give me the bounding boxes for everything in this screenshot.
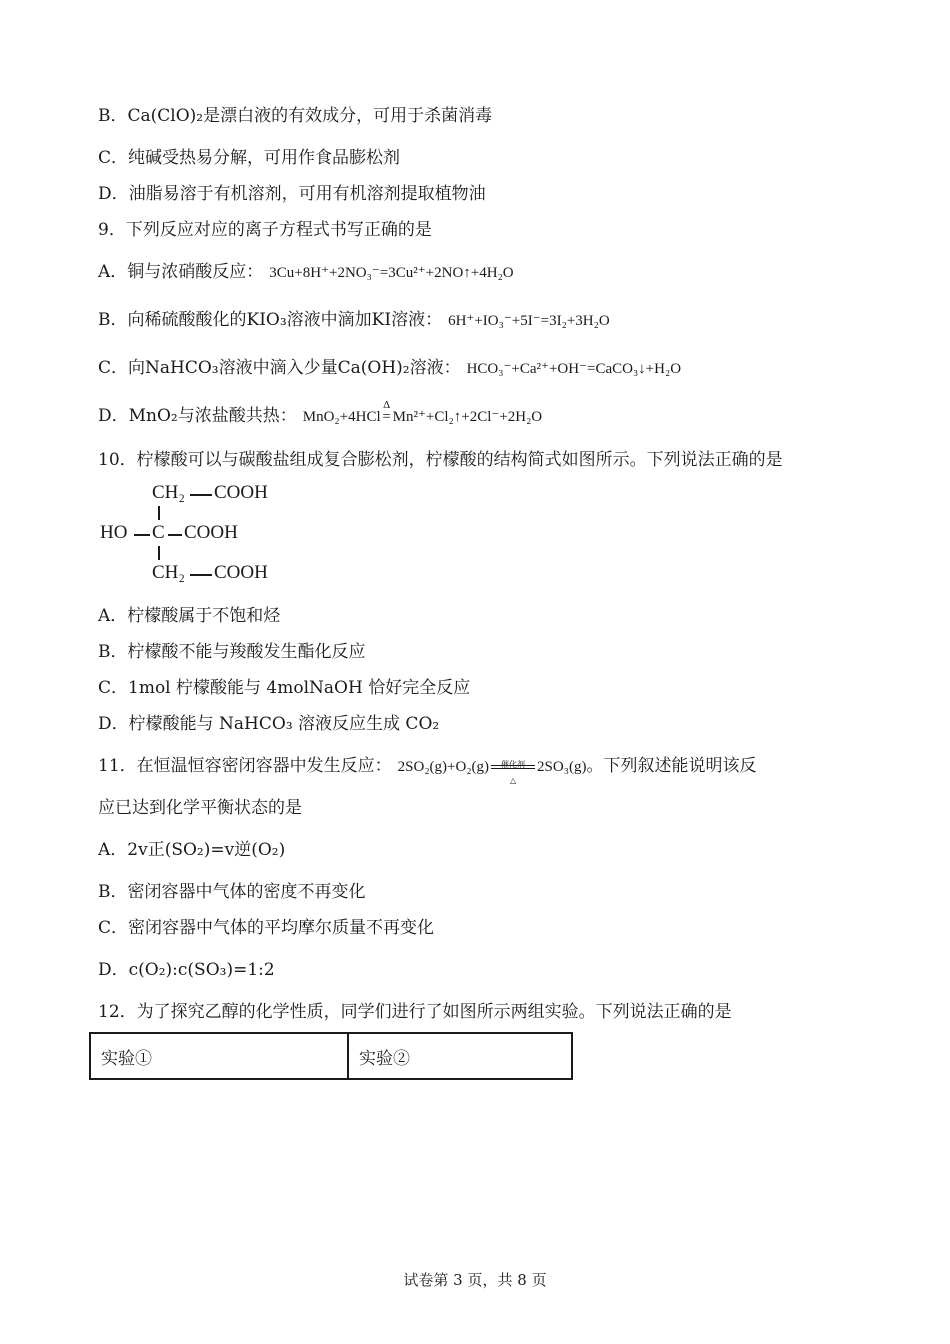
q9-d-eq-right: Mn²⁺+Cl₂↑+2Cl⁻+2H₂O	[392, 409, 543, 425]
q11-stem-line2: 应已达到化学平衡状态的是	[98, 798, 302, 818]
struct-top-ch2: CH₂	[152, 482, 186, 503]
q8-option-b: B．Ca(ClO)₂是漂白液的有效成分，可用于杀菌消毒	[98, 106, 493, 126]
struct-bond-ho	[134, 534, 150, 536]
q9-option-b	[98, 308, 610, 333]
q9-option-b-text: B．向稀硫酸酸化的KIO₃溶液中滴加KI溶液：	[98, 310, 443, 330]
struct-bond-vertical-bottom	[158, 546, 160, 560]
q9-option-d-text: D．MnO₂与浓盐酸共热：	[98, 406, 297, 426]
struct-bond-bottom	[190, 574, 212, 576]
experiment-table	[89, 1032, 573, 1080]
q9-option-a-text: A．铜与浓硝酸反应：	[98, 262, 264, 282]
q9-stem: 9．下列反应对应的离子方程式书写正确的是	[98, 220, 432, 240]
reversible-arrow-icon	[491, 759, 535, 785]
struct-bottom-cooh: COOH	[214, 562, 268, 583]
q12-stem: 12．为了探究乙醇的化学性质，同学们进行了如图所示两组实验。下列说法正确的是	[98, 1002, 732, 1022]
table-row	[90, 1033, 572, 1079]
q11-stem-b: 。下列叙述能说明该反	[586, 756, 757, 776]
experiment-1-header: 实验①	[90, 1033, 348, 1079]
experiment-2-header: 实验②	[348, 1033, 572, 1079]
q9-option-c-text: C．向NaHCO₃溶液中滴入少量Ca(OH)₂溶液：	[98, 358, 461, 378]
q9-option-a-equation: 3Cu+8H⁺+2NO₃⁻=3Cu²⁺+2NO↑+4H₂O	[269, 265, 514, 281]
q10-option-c: C．1mol 柠檬酸能与 4molNaOH 恰好完全反应	[98, 678, 471, 698]
delta-symbol: Δ	[383, 399, 391, 411]
q11-eq-right: 2SO₃(g)	[537, 759, 587, 775]
q9-option-d	[98, 399, 543, 429]
q11-stem-a: 11．在恒温恒容密闭容器中发生反应：	[98, 756, 392, 776]
struct-center-c: C	[152, 522, 165, 543]
q9-option-b-equation: 6H⁺+IO₃⁻+5I⁻=3I₂+3H₂O	[448, 313, 610, 329]
q10-option-d: D．柠檬酸能与 NaHCO₃ 溶液反应生成 CO₂	[98, 714, 440, 734]
q11-option-b: B．密闭容器中气体的密度不再变化	[98, 882, 366, 902]
q10-option-b: B．柠檬酸不能与羧酸发生酯化反应	[98, 642, 366, 662]
q11-option-a: A．2v正(SO₂)=v逆(O₂)	[98, 840, 286, 860]
struct-bond-mid	[168, 534, 182, 536]
q10-option-a: A．柠檬酸属于不饱和烃	[98, 606, 281, 626]
q11-eq-left: 2SO₂(g)+O₂(g)	[397, 759, 490, 775]
struct-bond-vertical-top	[158, 506, 160, 520]
q9-d-eq-left: MnO₂+4HCl	[302, 409, 381, 425]
struct-mid-cooh: COOH	[184, 522, 238, 543]
q9-option-a	[98, 260, 514, 285]
q9-option-c-equation: HCO₃⁻+Ca²⁺+OH⁻=CaCO₃↓+H₂O	[466, 361, 682, 377]
q9-option-c	[98, 356, 681, 381]
q11-stem-line1	[98, 754, 757, 785]
q10-stem: 10．柠檬酸可以与碳酸盐组成复合膨松剂，柠檬酸的结构简式如图所示。下列说法正确的是	[98, 450, 783, 470]
struct-bond-top	[190, 494, 212, 496]
heat-equals-sign: Δ =	[381, 405, 393, 429]
page-footer: 试卷第 3 页，共 8 页	[403, 1271, 547, 1289]
struct-top-cooh: COOH	[214, 482, 268, 503]
q9-option-d-equation	[302, 399, 543, 425]
heat-label: △	[509, 775, 517, 785]
q11-option-c: C．密闭容器中气体的平均摩尔质量不再变化	[98, 918, 435, 938]
citric-acid-structure	[100, 482, 300, 592]
q8-option-d: D．油脂易溶于有机溶剂，可用有机溶剂提取植物油	[98, 184, 486, 204]
struct-ho: HO	[100, 522, 128, 543]
q8-option-c: C．纯碱受热易分解，可用作食品膨松剂	[98, 148, 401, 168]
q11-option-d: D．c(O₂):c(SO₃)=1:2	[98, 960, 275, 980]
struct-bottom-ch2: CH₂	[152, 562, 186, 583]
